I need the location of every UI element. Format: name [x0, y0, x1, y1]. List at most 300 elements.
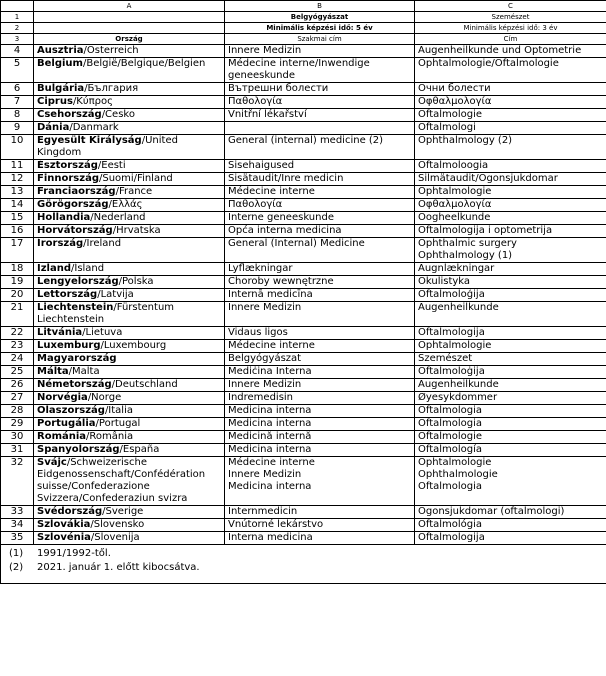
country-name-local: /Polska — [118, 276, 154, 287]
internal-medicine-title-text: Παθολογία — [228, 199, 283, 210]
country-name-wrapper — [37, 122, 221, 134]
ophthalmology-title — [415, 212, 606, 225]
row-number: 35 — [1, 532, 34, 545]
internal-medicine-title — [225, 366, 415, 379]
internal-medicine-title — [225, 160, 415, 173]
country-cell — [34, 340, 225, 353]
ophthalmology-title — [415, 444, 606, 457]
row-number: 4 — [1, 45, 34, 58]
table-row — [1, 225, 606, 238]
ophthalmology-title — [415, 58, 606, 83]
ophthalmology-title — [415, 122, 606, 135]
table-row — [1, 340, 606, 353]
ophthalmology-title-text: Szemészet — [418, 353, 473, 364]
internal-medicine-title-text: Παθολογία — [228, 96, 283, 107]
table-row — [1, 431, 606, 444]
country-name-local: /Lietuva — [82, 327, 123, 338]
country-cell — [34, 392, 225, 405]
country-name-wrapper — [37, 353, 221, 365]
ophthalmology-title — [415, 173, 606, 186]
internal-medicine-title — [225, 379, 415, 392]
footnote-number: (1) — [9, 548, 24, 559]
table-row — [1, 122, 606, 135]
row-number: 9 — [1, 122, 34, 135]
table-row — [1, 405, 606, 418]
ophthalmology-title — [415, 302, 606, 327]
internal-medicine-title-text: Médecine interne Innere Medizin Medicina interna — [228, 457, 315, 492]
internal-medicine-title — [225, 431, 415, 444]
country-name-local: /Sverige — [102, 506, 144, 517]
table-row — [1, 186, 606, 199]
country-cell — [34, 186, 225, 199]
header-row-1 — [1, 12, 606, 23]
ophthalmology-title — [415, 225, 606, 238]
internal-medicine-title-text: Médecine interne — [228, 340, 315, 351]
country-name-wrapper — [37, 340, 221, 352]
row-number: 10 — [1, 135, 34, 160]
country-name-hungarian: Svédország — [37, 506, 103, 517]
internal-medicine-title-text: Medicina interna — [228, 418, 312, 429]
ophthalmology-title — [415, 506, 606, 519]
table-row — [1, 109, 606, 122]
header-professional-title: Szakmai cím — [225, 34, 415, 45]
internal-medicine-title — [225, 186, 415, 199]
country-name-hungarian: Horvátország — [37, 225, 113, 236]
country-cell — [34, 238, 225, 263]
internal-medicine-title-text: Médecine interne/Inwendige geneeskunde — [228, 58, 370, 81]
country-name-hungarian: Ciprus — [37, 96, 73, 107]
country-cell — [34, 199, 225, 212]
country-name-hungarian: Olaszország — [37, 405, 105, 416]
row-number: 27 — [1, 392, 34, 405]
country-cell — [34, 122, 225, 135]
country-cell — [34, 418, 225, 431]
country-name-wrapper — [37, 186, 221, 198]
country-name-wrapper — [37, 135, 221, 159]
country-cell — [34, 45, 225, 58]
table-row — [1, 444, 606, 457]
header-country: Ország — [34, 34, 225, 45]
country-name-hungarian: Észtország — [37, 160, 98, 171]
ophthalmology-title-text: Ophtalmologie/Oftalmologie — [418, 58, 559, 69]
internal-medicine-title-text: Medicină internă — [228, 431, 312, 442]
country-cell — [34, 327, 225, 340]
ophthalmology-title-text: Oftalmologija i optometrija — [418, 225, 553, 236]
country-cell — [34, 519, 225, 532]
ophthalmology-title-text: Ophtalmologie — [418, 186, 492, 197]
column-letter-b: B — [225, 1, 415, 12]
footnotes-cell — [1, 545, 606, 584]
row-number: 21 — [1, 302, 34, 327]
internal-medicine-title-text: Innere Medizin — [228, 379, 302, 390]
ophthalmology-title-text: Oftalmoloogia — [418, 160, 489, 171]
country-cell — [34, 366, 225, 379]
row-number: 11 — [1, 160, 34, 173]
ophthalmology-title-text: Øyesykdommer — [418, 392, 498, 403]
ophthalmology-title-text: Oftalmología — [418, 444, 483, 455]
ophthalmology-title-text: Oftalmologi — [418, 122, 476, 133]
row-number: 33 — [1, 506, 34, 519]
country-name-local: /Slovenija — [90, 532, 140, 543]
internal-medicine-title-text: Lyflækningar — [228, 263, 293, 274]
country-name-wrapper — [37, 302, 221, 326]
country-name-hungarian: Magyarország — [37, 353, 117, 364]
ophthalmology-title-text: Ophthalmology (2) — [418, 135, 513, 146]
country-name-hungarian: Írország — [37, 238, 84, 249]
country-cell — [34, 212, 225, 225]
ophthalmology-title — [415, 457, 606, 506]
ophthalmology-title — [415, 366, 606, 379]
row-number: 34 — [1, 519, 34, 532]
country-name-hungarian: Szlovénia — [37, 532, 91, 543]
ophthalmology-title-text: Oftalmoloġija — [418, 366, 485, 377]
country-cell — [34, 263, 225, 276]
ophthalmology-title-text: Augenheilkunde — [418, 379, 499, 390]
internal-medicine-title — [225, 83, 415, 96]
internal-medicine-title — [225, 122, 415, 135]
column-letter-row — [1, 1, 606, 12]
ophthalmology-title-text: Οφθαλμολογία — [418, 199, 492, 210]
footnote-text: 2021. január 1. előtt kibocsátva. — [37, 562, 200, 573]
table-row — [1, 519, 606, 532]
internal-medicine-title — [225, 327, 415, 340]
row-number: 20 — [1, 289, 34, 302]
country-cell — [34, 276, 225, 289]
country-name-hungarian: Norvégia — [37, 392, 88, 403]
internal-medicine-title-text: Médecine interne — [228, 186, 315, 197]
country-name-local: /United Kingdom — [37, 135, 178, 158]
row-number: 16 — [1, 225, 34, 238]
row-number: 32 — [1, 457, 34, 506]
country-name-local: /Ελλάς — [108, 199, 143, 210]
internal-medicine-title — [225, 405, 415, 418]
ophthalmology-title — [415, 199, 606, 212]
table-row — [1, 96, 606, 109]
country-cell — [34, 173, 225, 186]
country-name-wrapper — [37, 366, 221, 378]
ophthalmology-title — [415, 418, 606, 431]
country-name-hungarian: Finnország — [37, 173, 99, 184]
internal-medicine-title — [225, 199, 415, 212]
footnote-line — [9, 561, 606, 575]
header-title: Cím — [415, 34, 606, 45]
internal-medicine-title — [225, 340, 415, 353]
internal-medicine-title — [225, 519, 415, 532]
country-name-wrapper — [37, 519, 221, 531]
table-row — [1, 58, 606, 83]
ophthalmology-title — [415, 96, 606, 109]
country-name-local: /Norge — [87, 392, 122, 403]
row-number: 12 — [1, 173, 34, 186]
country-name-hungarian: Lengyelország — [37, 276, 119, 287]
row-number: 25 — [1, 366, 34, 379]
footnote-line — [9, 547, 606, 561]
ophthalmology-title — [415, 263, 606, 276]
ophthalmology-title — [415, 392, 606, 405]
row-number: 18 — [1, 263, 34, 276]
ophthalmology-title — [415, 327, 606, 340]
country-name-local: /Latvija — [97, 289, 134, 300]
country-name-local: /România — [86, 431, 134, 442]
country-cell — [34, 431, 225, 444]
country-name-wrapper — [37, 532, 221, 544]
country-name-hungarian: Luxemburg — [37, 340, 101, 351]
country-name-hungarian: Izland — [37, 263, 71, 274]
country-name-hungarian: Szlovákia — [37, 519, 91, 530]
table-row — [1, 366, 606, 379]
ophthalmology-title — [415, 519, 606, 532]
country-name-hungarian: Bulgária — [37, 83, 85, 94]
ophthalmology-title-text: Очни болести — [418, 83, 491, 94]
internal-medicine-title — [225, 58, 415, 83]
table-row — [1, 199, 606, 212]
internal-medicine-title-text: Innere Medizin — [228, 45, 302, 56]
header-row-3 — [1, 34, 606, 45]
country-name-local: /Italia — [104, 405, 133, 416]
internal-medicine-title — [225, 263, 415, 276]
country-name-hungarian: Németország — [37, 379, 112, 390]
internal-medicine-title — [225, 225, 415, 238]
country-cell — [34, 225, 225, 238]
country-name-wrapper — [37, 173, 221, 185]
internal-medicine-title — [225, 109, 415, 122]
country-name-hungarian: Ausztria — [37, 45, 84, 56]
country-name-hungarian: Dánia — [37, 122, 70, 133]
country-name-wrapper — [37, 289, 221, 301]
footnote-number: (2) — [9, 562, 24, 573]
ophthalmology-title — [415, 109, 606, 122]
country-name-wrapper — [37, 58, 221, 70]
ophthalmology-title-text: Ögonsjukdomar (oftalmologi) — [418, 506, 565, 517]
table-row — [1, 83, 606, 96]
country-name-local: /Luxembourg — [100, 340, 167, 351]
ophthalmology-title-text: Oftalmologia — [418, 405, 483, 416]
internal-medicine-title-text: Opća interna medicina — [228, 225, 342, 236]
row-number: 31 — [1, 444, 34, 457]
country-name-wrapper — [37, 276, 221, 288]
table-row — [1, 302, 606, 327]
ophthalmology-title — [415, 405, 606, 418]
footnotes-row — [1, 545, 606, 584]
ophthalmology-title-text: Oftalmologie — [418, 431, 483, 442]
ophthalmology-title — [415, 238, 606, 263]
ophthalmology-title — [415, 289, 606, 302]
country-name-local: /España — [119, 444, 160, 455]
ophthalmology-title — [415, 379, 606, 392]
row-number: 7 — [1, 96, 34, 109]
internal-medicine-title-text: Belgyógyászat — [228, 353, 302, 364]
ophthalmology-title-text: Ophtalmologie — [418, 340, 492, 351]
header-cell-empty — [34, 12, 225, 23]
country-name-local: /Česko — [101, 109, 135, 120]
row-number: 22 — [1, 327, 34, 340]
internal-medicine-title — [225, 45, 415, 58]
internal-medicine-title-text: Innere Medizin — [228, 302, 302, 313]
country-cell — [34, 109, 225, 122]
ophthalmology-title-text: Oftalmologia — [418, 418, 483, 429]
country-name-local: /Malta — [68, 366, 100, 377]
internal-medicine-title — [225, 302, 415, 327]
internal-medicine-title-text: General (Internal) Medicine — [228, 238, 365, 249]
internal-medicine-title-text: Vnútorné lekárstvo — [228, 519, 324, 530]
country-name-local: /Nederland — [90, 212, 146, 223]
country-name-local: /Fürstentum Liechtenstein — [37, 302, 175, 325]
country-name-wrapper — [37, 506, 221, 518]
country-cell — [34, 83, 225, 96]
internal-medicine-title — [225, 135, 415, 160]
country-name-hungarian: Románia — [37, 431, 87, 442]
ophthalmology-title — [415, 45, 606, 58]
country-name-wrapper — [37, 96, 221, 108]
row-number: 26 — [1, 379, 34, 392]
header-specialty-internal: Belgyógyászat — [225, 12, 415, 23]
country-name-local: /България — [84, 83, 139, 94]
country-name-wrapper — [37, 83, 221, 95]
internal-medicine-title — [225, 418, 415, 431]
country-name-local: /Deutschland — [111, 379, 178, 390]
table-row — [1, 45, 606, 58]
row-number: 15 — [1, 212, 34, 225]
country-name-hungarian: Lettország — [37, 289, 98, 300]
internal-medicine-title — [225, 444, 415, 457]
ophthalmology-title — [415, 276, 606, 289]
row-number: 14 — [1, 199, 34, 212]
row-number: 30 — [1, 431, 34, 444]
country-cell — [34, 405, 225, 418]
ophthalmology-title — [415, 340, 606, 353]
row-number: 23 — [1, 340, 34, 353]
corner-cell — [1, 1, 34, 12]
internal-medicine-title-text: Medicina interna — [228, 444, 312, 455]
ophthalmology-title-text: Augenheilkunde und Optometrie — [418, 45, 582, 56]
country-name-local: /België/Belgique/Belgien — [82, 58, 206, 69]
table-row — [1, 327, 606, 340]
country-cell — [34, 532, 225, 545]
row-number: 13 — [1, 186, 34, 199]
internal-medicine-title-text: Sisätaudit/Inre medicin — [228, 173, 344, 184]
ophthalmology-title-text: Augenheilkunde — [418, 302, 499, 313]
internal-medicine-title-text: Internmedicin — [228, 506, 298, 517]
internal-medicine-title-text: Mediċina Interna — [228, 366, 312, 377]
country-cell — [34, 506, 225, 519]
country-name-wrapper — [37, 327, 221, 339]
column-letter-a: A — [34, 1, 225, 12]
header-cell-empty — [34, 23, 225, 34]
ophthalmology-title-text: Oftalmológia — [418, 519, 483, 530]
country-name-local: /Danmark — [69, 122, 119, 133]
country-cell — [34, 160, 225, 173]
country-cell — [34, 457, 225, 506]
internal-medicine-title-text: Medicina interna — [228, 405, 312, 416]
internal-medicine-title-text: General (internal) medicine (2) — [228, 135, 384, 146]
row-number: 6 — [1, 83, 34, 96]
row-number: 5 — [1, 58, 34, 83]
row-number: 17 — [1, 238, 34, 263]
table-row — [1, 276, 606, 289]
internal-medicine-title-text: Вътрешни болести — [228, 83, 329, 94]
ophthalmology-title-text: Oftalmologija — [418, 532, 485, 543]
country-name-hungarian: Litvánia — [37, 327, 83, 338]
country-name-wrapper — [37, 418, 221, 430]
ophthalmology-title — [415, 160, 606, 173]
internal-medicine-title — [225, 353, 415, 366]
header-min-training-internal: Minimális képzési idő: 5 év — [225, 23, 415, 34]
internal-medicine-title — [225, 289, 415, 302]
country-name-hungarian: Málta — [37, 366, 69, 377]
country-name-wrapper — [37, 212, 221, 224]
country-name-wrapper — [37, 263, 221, 275]
country-name-local: /France — [115, 186, 153, 197]
table-row — [1, 173, 606, 186]
country-name-wrapper — [37, 457, 221, 505]
country-name-hungarian: Liechtenstein — [37, 302, 114, 313]
table-row — [1, 263, 606, 276]
internal-medicine-title-text: Indremedisin — [228, 392, 294, 403]
ophthalmology-title-text: Oftalmologie — [418, 109, 483, 120]
internal-medicine-title — [225, 276, 415, 289]
internal-medicine-title-text: Choroby wewnętrzne — [228, 276, 334, 287]
country-name-local: /Slovensko — [90, 519, 145, 530]
internal-medicine-title — [225, 392, 415, 405]
country-name-wrapper — [37, 160, 221, 172]
ophthalmology-title-text: Oogheelkunde — [418, 212, 491, 223]
column-letter-c: C — [415, 1, 606, 12]
country-name-wrapper — [37, 225, 221, 237]
table-row — [1, 289, 606, 302]
footnote-text: 1991/1992-től. — [37, 548, 111, 559]
country-name-local: /Portugal — [95, 418, 141, 429]
ophthalmology-title — [415, 532, 606, 545]
country-name-wrapper — [37, 45, 221, 57]
table-row — [1, 353, 606, 366]
row-number: 3 — [1, 34, 34, 45]
header-specialty-ophthalmology: Szemészet — [415, 12, 606, 23]
country-name-wrapper — [37, 431, 221, 443]
country-name-wrapper — [37, 238, 221, 250]
country-name-local: /Österreich — [83, 45, 139, 56]
country-name-local: /Eesti — [97, 160, 126, 171]
country-name-wrapper — [37, 109, 221, 121]
country-cell — [34, 96, 225, 109]
ophthalmology-title-text: Ophthalmic surgery Ophthalmology (1) — [418, 238, 517, 261]
ophthalmology-title — [415, 186, 606, 199]
country-cell — [34, 302, 225, 327]
table-row — [1, 238, 606, 263]
internal-medicine-title-text: Sisehaigused — [228, 160, 295, 171]
ophthalmology-title-text: Silmätaudit/Ögonsjukdomar — [418, 173, 558, 184]
table-body — [1, 1, 606, 584]
ophthalmology-title — [415, 135, 606, 160]
country-name-hungarian: Belgium — [37, 58, 83, 69]
country-name-hungarian: Görögország — [37, 199, 109, 210]
row-number: 24 — [1, 353, 34, 366]
internal-medicine-title-text: Interna medicina — [228, 532, 313, 543]
internal-medicine-title-text: Interne geneeskunde — [228, 212, 334, 223]
internal-medicine-title — [225, 457, 415, 506]
row-number: 19 — [1, 276, 34, 289]
ophthalmology-title-text: Oftalmoloģija — [418, 289, 485, 300]
country-cell — [34, 135, 225, 160]
internal-medicine-title-text: Internā medicīna — [228, 289, 313, 300]
country-name-local: /Ísland — [71, 263, 105, 274]
row-number: 2 — [1, 23, 34, 34]
country-cell — [34, 58, 225, 83]
row-number: 8 — [1, 109, 34, 122]
country-name-wrapper — [37, 379, 221, 391]
table-row — [1, 379, 606, 392]
row-number: 28 — [1, 405, 34, 418]
country-name-local: /Schweizerische Eidgenossenschaft/Confédération suisse/Confederazione Svizzera/Confederaziun svizra — [37, 457, 206, 504]
